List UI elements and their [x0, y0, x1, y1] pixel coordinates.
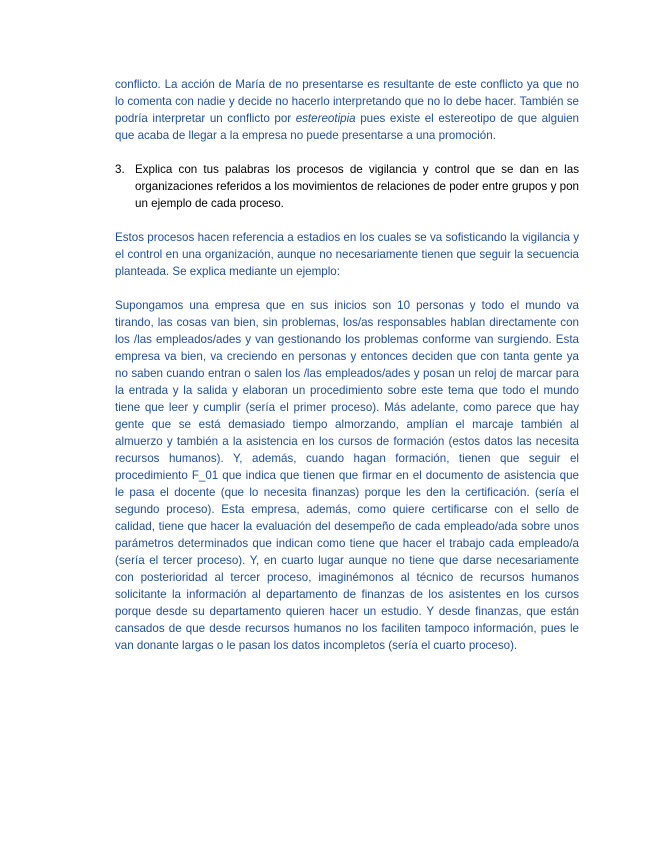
- emphasis-estereotipia: estereotipia: [295, 112, 356, 125]
- spacer: [115, 212, 579, 229]
- paragraph-intro-answer: Estos procesos hacen referencia a estadios en los cuales se va sofisticando la vigilancia y el control en una organización, aunque no necesariamente tienen que seguir la secuencia planteada. Se explica mediante un ejemplo:: [115, 231, 579, 278]
- question-number: 3.: [115, 163, 125, 176]
- paragraph-conflict-text: conflicto. La acción de María de no presentarse es resultante de este conflicto ya que no lo comenta con nadie y decide no hacerlo interpretando que no lo debe hacer. También se podría interpretar un conflicto por: [115, 78, 579, 125]
- paragraph-example: Supongamos una empresa que en sus inicios son 10 personas y todo el mundo va tirando, las cosas van bien, sin problemas, los/as responsables hablan directamente con los /las empleados/ades y van gestionando los problemas conforme van surgiendo. Esta empresa va bien, va creciendo en personas y entonces deciden que con tanta gente ya no saben cuando entran o salen los /las empleados/ades y posan un reloj de marcar para la entrada y la salida y elaboran un procedimiento sobre este tema que todo el mundo tiene que leer y cumplir (sería el primer proceso). Más adelante, como parece que hay gente que se está demasiado tiempo almorzando, amplían el marcaje también al almuerzo y también a la asistencia en los cursos de formación (estos datos las necesita recursos humanos). Y, además, cuando hagan formación, tienen que seguir el procedimiento F_01 que indica que tienen que firmar en el documento de asistencia que le pasa el docente (que lo necesita finanzas) porque les den la certificación. (sería el segundo proceso). Esta empresa, además, como quiere certificarse con el sello de calidad, tiene que hacer la evaluación del desempeño de cada empleado/ada sobre unos parámetros determinados que indican como tiene que hacer el trabajo cada empleado/a (sería el tercer proceso). Y, en cuarto lugar aunque no tiene que darse necesariamente con posterioridad al tercer proceso, imaginémonos al técnico de recursos humanos solicitante la información al departamento de finanzas de los asistentes en los cursos porque desde su departamento quieren hacer un estudio. Y desde finanzas, que están cansados de que desde recursos humanos no los faciliten tampoco información, pues le van donante largas o le pasan los datos incompletos (sería el cuarto proceso).: [115, 299, 579, 652]
- question-3: [115, 161, 579, 212]
- question-text: Explica con tus palabras los procesos de vigilancia y control que se dan en las organizaciones referidos a los movimientos de relaciones de poder entre grupos y pon un ejemplo de cada proceso.: [135, 163, 579, 210]
- spacer: [115, 280, 579, 297]
- paragraph-conflict-text-end: pues existe el estereotipo de que alguien que acaba de llegar a la empresa no puede presentarse a una promoción.: [115, 112, 579, 142]
- document-page: [115, 76, 579, 654]
- paragraph-conflict: [115, 76, 579, 144]
- spacer: [115, 144, 579, 161]
